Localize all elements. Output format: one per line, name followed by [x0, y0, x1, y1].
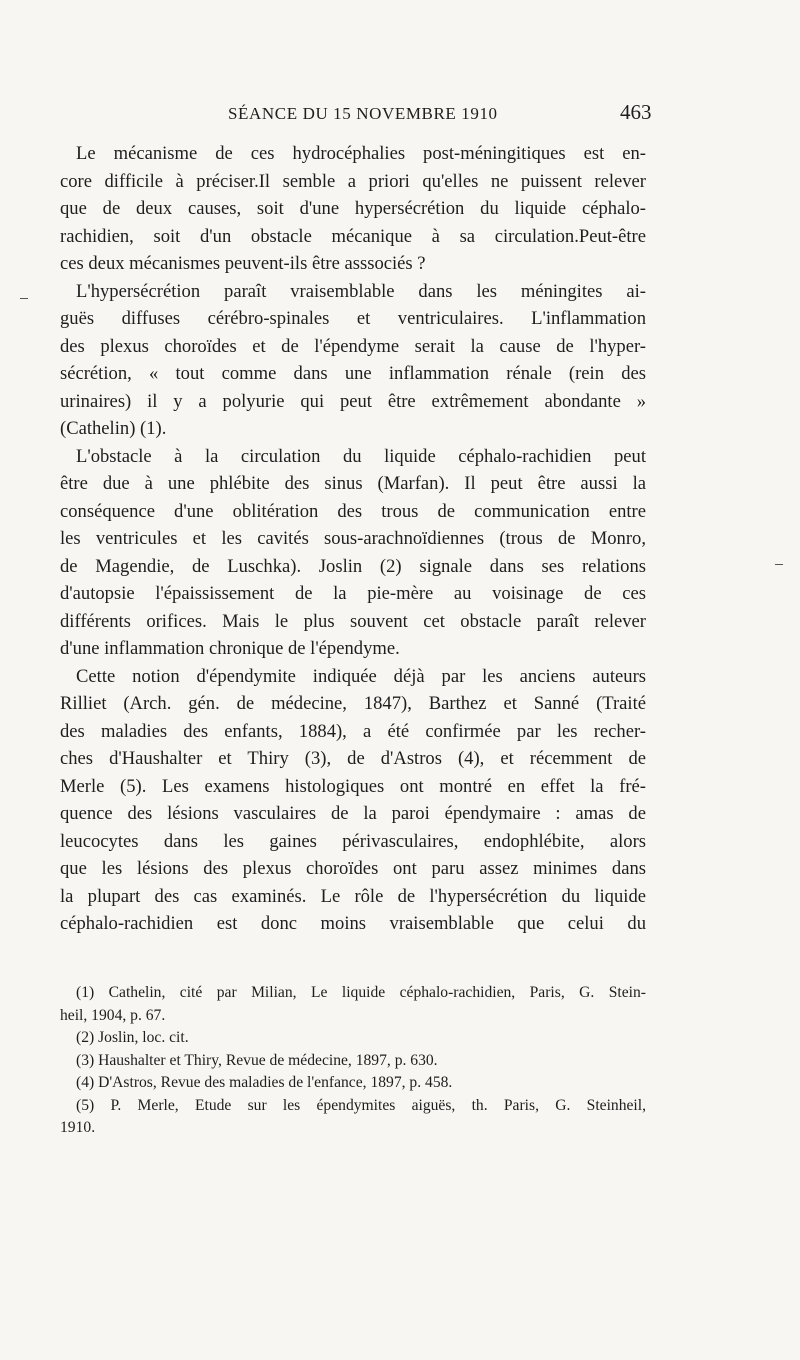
paragraph-line: être due à une phlébite des sinus (Marfan). Il peut être aussi la [60, 473, 646, 494]
paragraph-line: les ventricules et les cavités sous-arachnoïdiennes (trous de Monro, [60, 528, 646, 549]
paragraph-line: Merle (5). Les examens histologiques ont montré en effet la fré- [60, 775, 646, 797]
footnote-line: 1910. [60, 1119, 96, 1136]
paragraph-line: rachidien, soit d'un obstacle mécanique à sa circulation.Peut-être [60, 225, 646, 247]
paragraph-line: différents orifices. Mais le plus souvent cet obstacle paraît relever [60, 610, 646, 632]
footnote-line: (4) D'Astros, Revue des maladies de l'enfance, 1897, p. 458. [76, 1074, 453, 1091]
footnote-line: (5) P. Merle, Etude sur les épendymites aiguës, th. Paris, G. Steinheil, [76, 1096, 646, 1114]
paragraph-line: (Cathelin) (1). [60, 418, 167, 439]
margin-mark [775, 564, 783, 565]
paragraph-line: ces deux mécanismes peuvent-ils être asssociés ? [60, 253, 426, 274]
paragraph-line: des plexus choroïdes et de l'épendyme serait la cause de l'hyper- [60, 335, 646, 357]
paragraph-line: céphalo-rachidien est donc moins vraisemblable que celui du [60, 913, 646, 934]
paragraph-line: Cette notion d'épendymite indiquée déjà par les anciens auteurs [76, 665, 646, 687]
footnote-line: (1) Cathelin, cité par Milian, Le liquide céphalo-rachidien, Paris, G. Stein- [76, 984, 646, 1001]
paragraph-line: Le mécanisme de ces hydrocéphalies post-méningitiques est en- [76, 143, 646, 164]
paragraph-line: L'obstacle à la circulation du liquide céphalo-rachidien peut [76, 445, 646, 467]
footnote-line: (3) Haushalter et Thiry, Revue de médecine, 1897, p. 630. [76, 1051, 438, 1069]
paragraph-line: sécrétion, « tout comme dans une inflammation rénale (rein des [60, 363, 646, 384]
running-head [60, 100, 660, 130]
paragraph-line: conséquence d'une oblitération des trous de communication entre [60, 500, 646, 522]
footnote-line: (2) Joslin, loc. cit. [76, 1029, 189, 1046]
paragraph-line: d'une inflammation chronique de l'épendyme. [60, 638, 400, 659]
margin-mark [20, 298, 28, 299]
paragraph-line: ches d'Haushalter et Thiry (3), de d'Astros (4), et récemment de [60, 748, 646, 769]
paragraph-line: Rilliet (Arch. gén. de médecine, 1847), Barthez et Sanné (Traité [60, 693, 646, 714]
paragraph-line: leucocytes dans les gaines périvasculaires, endophlébite, alors [60, 830, 646, 852]
paragraph-line: d'autopsie l'épaississement de la pie-mère au voisinage de ces [60, 583, 646, 604]
footnote-line: heil, 1904, p. 67. [60, 1006, 166, 1024]
body-text [60, 140, 646, 938]
paragraph-line: que les lésions des plexus choroïdes ont paru assez minimes dans [60, 858, 646, 879]
paragraph-line: L'hypersécrétion paraît vraisemblable dans les méningites ai- [76, 280, 646, 302]
paragraph-line: core difficile à préciser.Il semble a priori qu'elles ne puissent relever [60, 170, 646, 192]
paragraph-line: urinaires) il y a polyurie qui peut être extrêmement abondante » [60, 390, 646, 412]
paragraph-line: guës diffuses cérébro-spinales et ventriculaires. L'inflammation [60, 308, 646, 329]
paragraph-line: la plupart des cas examinés. Le rôle de l'hypersécrétion du liquide [60, 885, 646, 907]
paragraph-line: des maladies des enfants, 1884), a été confirmée par les recher- [60, 720, 646, 742]
footnotes [60, 982, 646, 1140]
running-title: SÉANCE DU 15 NOVEMBRE 1910 [228, 104, 498, 123]
page-number: 463 [620, 100, 652, 124]
paragraph-line: que de deux causes, soit d'une hypersécrétion du liquide céphalo- [60, 198, 646, 219]
paragraph-line: de Magendie, de Luschka). Joslin (2) signale dans ses relations [60, 555, 646, 577]
paragraph-line: quence des lésions vasculaires de la paroi épendymaire : amas de [60, 803, 646, 824]
